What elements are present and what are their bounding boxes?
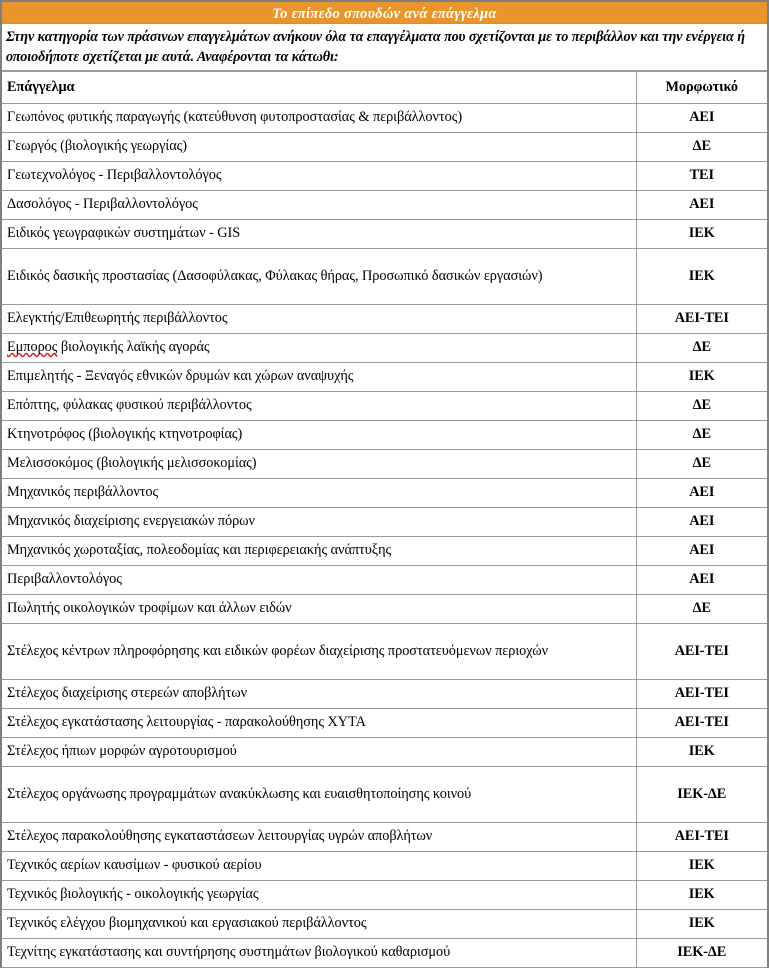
cell-job: Μελισσοκόμος (βιολογικής μελισσοκομίας) — [2, 450, 636, 479]
cell-level: ΙΕΚ — [636, 220, 767, 249]
table-row — [2, 910, 767, 939]
cell-job: Στέλεχος διαχείρισης στερεών αποβλήτων — [2, 680, 636, 709]
cell-job: Στέλεχος παρακολούθησης εγκαταστάσεων λειτουργίας υγρών αποβλήτων — [2, 823, 636, 852]
table-header-row — [2, 72, 767, 104]
cell-job: Τεχνίτης εγκατάστασης και συντήρησης συστημάτων βιολογικού καθαρισμού — [2, 939, 636, 968]
cell-job: Κτηνοτρόφος (βιολογικής κτηνοτροφίας) — [2, 421, 636, 450]
table-row — [2, 421, 767, 450]
cell-job: Επιμελητής - Ξεναγός εθνικών δρυμών και χώρων αναψυχής — [2, 363, 636, 392]
cell-level: ΙΕΚ — [636, 910, 767, 939]
cell-level: ΑΕΙ — [636, 479, 767, 508]
page-title: Το επίπεδο σπουδών ανά επάγγελμα — [2, 0, 767, 24]
table-row — [2, 249, 767, 305]
cell-level: ΔΕ — [636, 133, 767, 162]
cell-level: ΙΕΚ — [636, 738, 767, 767]
cell-level: ΙΕΚ — [636, 881, 767, 910]
table-row — [2, 479, 767, 508]
table-row — [2, 334, 767, 363]
cell-job: Στέλεχος οργάνωσης προγραμμάτων ανακύκλωσης και ευαισθητοποίησης κοινού — [2, 767, 636, 823]
cell-level: ΑΕΙ-ΤΕΙ — [636, 624, 767, 680]
cell-job: Τεχνικός αερίων καυσίμων - φυσικού αερίου — [2, 852, 636, 881]
cell-level: ΙΕΚ-ΔΕ — [636, 767, 767, 823]
cell-level: ΑΕΙ-ΤΕΙ — [636, 823, 767, 852]
cell-level: ΔΕ — [636, 421, 767, 450]
table-row — [2, 450, 767, 479]
table-row — [2, 823, 767, 852]
cell-level: ΑΕΙ — [636, 537, 767, 566]
table-row — [2, 881, 767, 910]
cell-job: Στέλεχος ήπιων μορφών αγροτουρισμού — [2, 738, 636, 767]
cell-job: Μηχανικός διαχείρισης ενεργειακών πόρων — [2, 508, 636, 537]
cell-level: ΑΕΙ-ΤΕΙ — [636, 709, 767, 738]
table-row — [2, 305, 767, 334]
cell-level: ΑΕΙ — [636, 566, 767, 595]
table-row — [2, 191, 767, 220]
table-row — [2, 162, 767, 191]
cell-level: ΔΕ — [636, 392, 767, 421]
table-row — [2, 680, 767, 709]
column-header-job: Επάγγελμα — [2, 72, 636, 104]
table-row — [2, 624, 767, 680]
cell-job: Ειδικός γεωγραφικών συστημάτων - GIS — [2, 220, 636, 249]
cell-level: ΑΕΙ-ΤΕΙ — [636, 305, 767, 334]
table-row — [2, 852, 767, 881]
cell-job: Γεωτεχνολόγος - Περιβαλλοντολόγος — [2, 162, 636, 191]
cell-job: Μηχανικός περιβάλλοντος — [2, 479, 636, 508]
table-row — [2, 363, 767, 392]
cell-level: ΔΕ — [636, 595, 767, 624]
cell-level: ΑΕΙ — [636, 104, 767, 133]
table-row — [2, 104, 767, 133]
cell-level: ΑΕΙ — [636, 191, 767, 220]
spellcheck-marked-word: Εμπορος — [7, 339, 58, 355]
table-row — [2, 738, 767, 767]
table-row — [2, 537, 767, 566]
table-body — [2, 104, 767, 968]
cell-job: Επόπτης, φύλακας φυσικού περιβάλλοντος — [2, 392, 636, 421]
cell-job: Τεχνικός βιολογικής - οικολογικής γεωργίας — [2, 881, 636, 910]
cell-level: ΙΕΚ — [636, 363, 767, 392]
cell-job: Γεωπόνος φυτικής παραγωγής (κατεύθυνση φυτοπροστασίας & περιβάλλοντος) — [2, 104, 636, 133]
table-row — [2, 508, 767, 537]
cell-job: Ειδικός δασικής προστασίας (Δασοφύλακας, Φύλακας θήρας, Προσωπικό δασικών εργασιών) — [2, 249, 636, 305]
column-header-level: Μορφωτικό — [636, 72, 767, 104]
cell-level: ΑΕΙ-ΤΕΙ — [636, 680, 767, 709]
professions-table — [2, 71, 767, 968]
table-row — [2, 595, 767, 624]
cell-job: Στέλεχος κέντρων πληροφόρησης και ειδικών φορέων διαχείρισης προστατευόμενων περιοχών — [2, 624, 636, 680]
cell-job: Γεωργός (βιολογικής γεωργίας) — [2, 133, 636, 162]
cell-level: ΤΕΙ — [636, 162, 767, 191]
intro-paragraph: Στην κατηγορία των πράσινων επαγγελμάτων ανήκουν όλα τα επαγγέλματα που σχετίζονται με το περιβάλλον και την ενέργεια ή οποιοδήποτε σχετίζεται με αυτά. Αναφέρονται τα κάτωθι: — [2, 24, 767, 71]
table-row — [2, 767, 767, 823]
table-row — [2, 133, 767, 162]
cell-job: Πωλητής οικολογικών τροφίμων και άλλων ειδών — [2, 595, 636, 624]
cell-job: Εμπορος βιολογικής λαϊκής αγοράς — [2, 334, 636, 363]
table-row — [2, 392, 767, 421]
cell-job: Δασολόγος - Περιβαλλοντολόγος — [2, 191, 636, 220]
cell-level: ΔΕ — [636, 450, 767, 479]
table-row — [2, 939, 767, 968]
table-header — [2, 72, 767, 104]
cell-job: Περιβαλλοντολόγος — [2, 566, 636, 595]
table-row — [2, 566, 767, 595]
cell-level: ΙΕΚ — [636, 249, 767, 305]
cell-job: Στέλεχος εγκατάστασης λειτουργίας - παρακολούθησης ΧΥΤΑ — [2, 709, 636, 738]
cell-level: ΑΕΙ — [636, 508, 767, 537]
cell-job: Ελεγκτής/Επιθεωρητής περιβάλλοντος — [2, 305, 636, 334]
cell-job: Μηχανικός χωροταξίας, πολεοδομίας και περιφερειακής ανάπτυξης — [2, 537, 636, 566]
cell-level: ΙΕΚ-ΔΕ — [636, 939, 767, 968]
table-row — [2, 709, 767, 738]
table-row — [2, 220, 767, 249]
cell-job: Τεχνικός ελέγχου βιομηχανικού και εργασιακού περιβάλλοντος — [2, 910, 636, 939]
cell-level: ΔΕ — [636, 334, 767, 363]
cell-level: ΙΕΚ — [636, 852, 767, 881]
